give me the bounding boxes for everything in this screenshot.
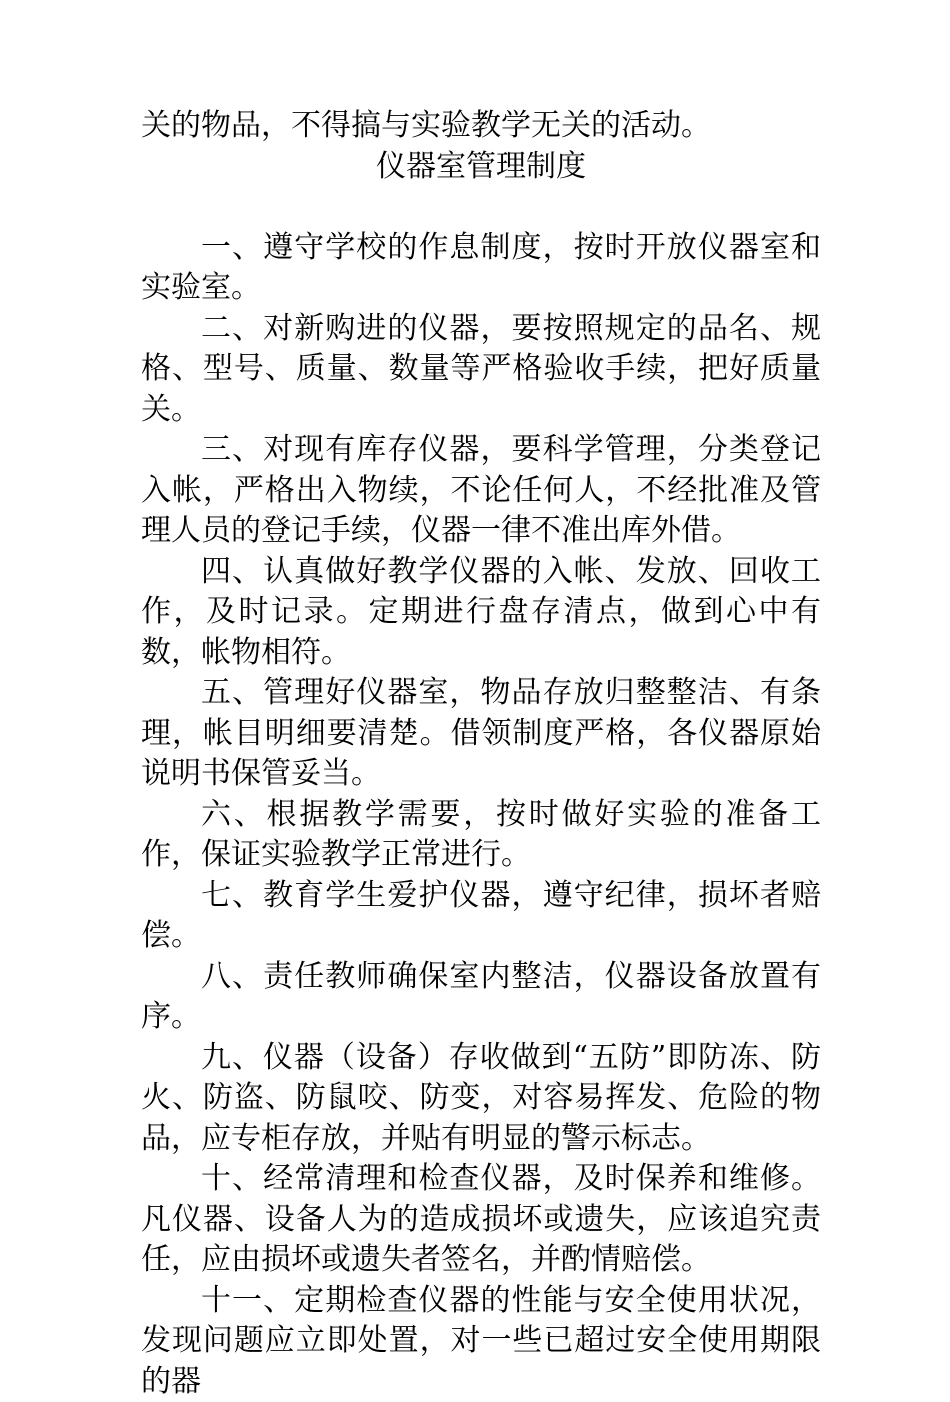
paragraph-9: 九、仪器（设备）存收做到“五防”即防冻、防火、防盗、防鼠咬、防变，对容易挥发、危险的物品，应专柜存放，并贴有明显的警示标志。 bbox=[141, 1038, 821, 1160]
paragraph-2: 二、对新购进的仪器，要按照规定的品名、规格、型号、质量、数量等严格验收手续，把好质量关。 bbox=[141, 309, 821, 431]
paragraph-7: 七、教育学生爱护仪器，遵守纪律，损坏者赔偿。 bbox=[141, 876, 821, 957]
paragraph-8: 八、责任教师确保室内整洁，仪器设备放置有序。 bbox=[141, 957, 821, 1038]
paragraph-4: 四、认真做好教学仪器的入帐、发放、回收工作，及时记录。定期进行盘存清点，做到心中有数，帐物相符。 bbox=[141, 552, 821, 674]
paragraph-6: 六、根据教学需要，按时做好实验的准备工作，保证实验教学正常进行。 bbox=[141, 795, 821, 876]
paragraph-3: 三、对现有库存仪器，要科学管理，分类登记入帐，严格出入物续，不论任何人，不经批准及管理人员的登记手续，仪器一律不准出库外借。 bbox=[141, 430, 821, 552]
paragraph-10: 十、经常清理和检查仪器，及时保养和维修。凡仪器、设备人为的造成损坏或遗失，应该追究责任，应由损坏或遗失者签名，并酌情赔偿。 bbox=[141, 1159, 821, 1281]
continuation-text: 关的物品，不得搞与实验教学无关的活动。 bbox=[141, 106, 821, 147]
paragraph-1: 一、遵守学校的作息制度，按时开放仪器室和实验室。 bbox=[141, 228, 821, 309]
paragraph-11: 十一、定期检查仪器的性能与安全使用状况，发现问题应立即处置，对一些已超过安全使用期限的器 bbox=[141, 1281, 821, 1402]
document-body bbox=[141, 106, 821, 1402]
section-title: 仪器室管理制度 bbox=[141, 147, 821, 188]
paragraph-5: 五、管理好仪器室，物品存放归整整洁、有条理，帐目明细要清楚。借领制度严格，各仪器原始说明书保管妥当。 bbox=[141, 673, 821, 795]
